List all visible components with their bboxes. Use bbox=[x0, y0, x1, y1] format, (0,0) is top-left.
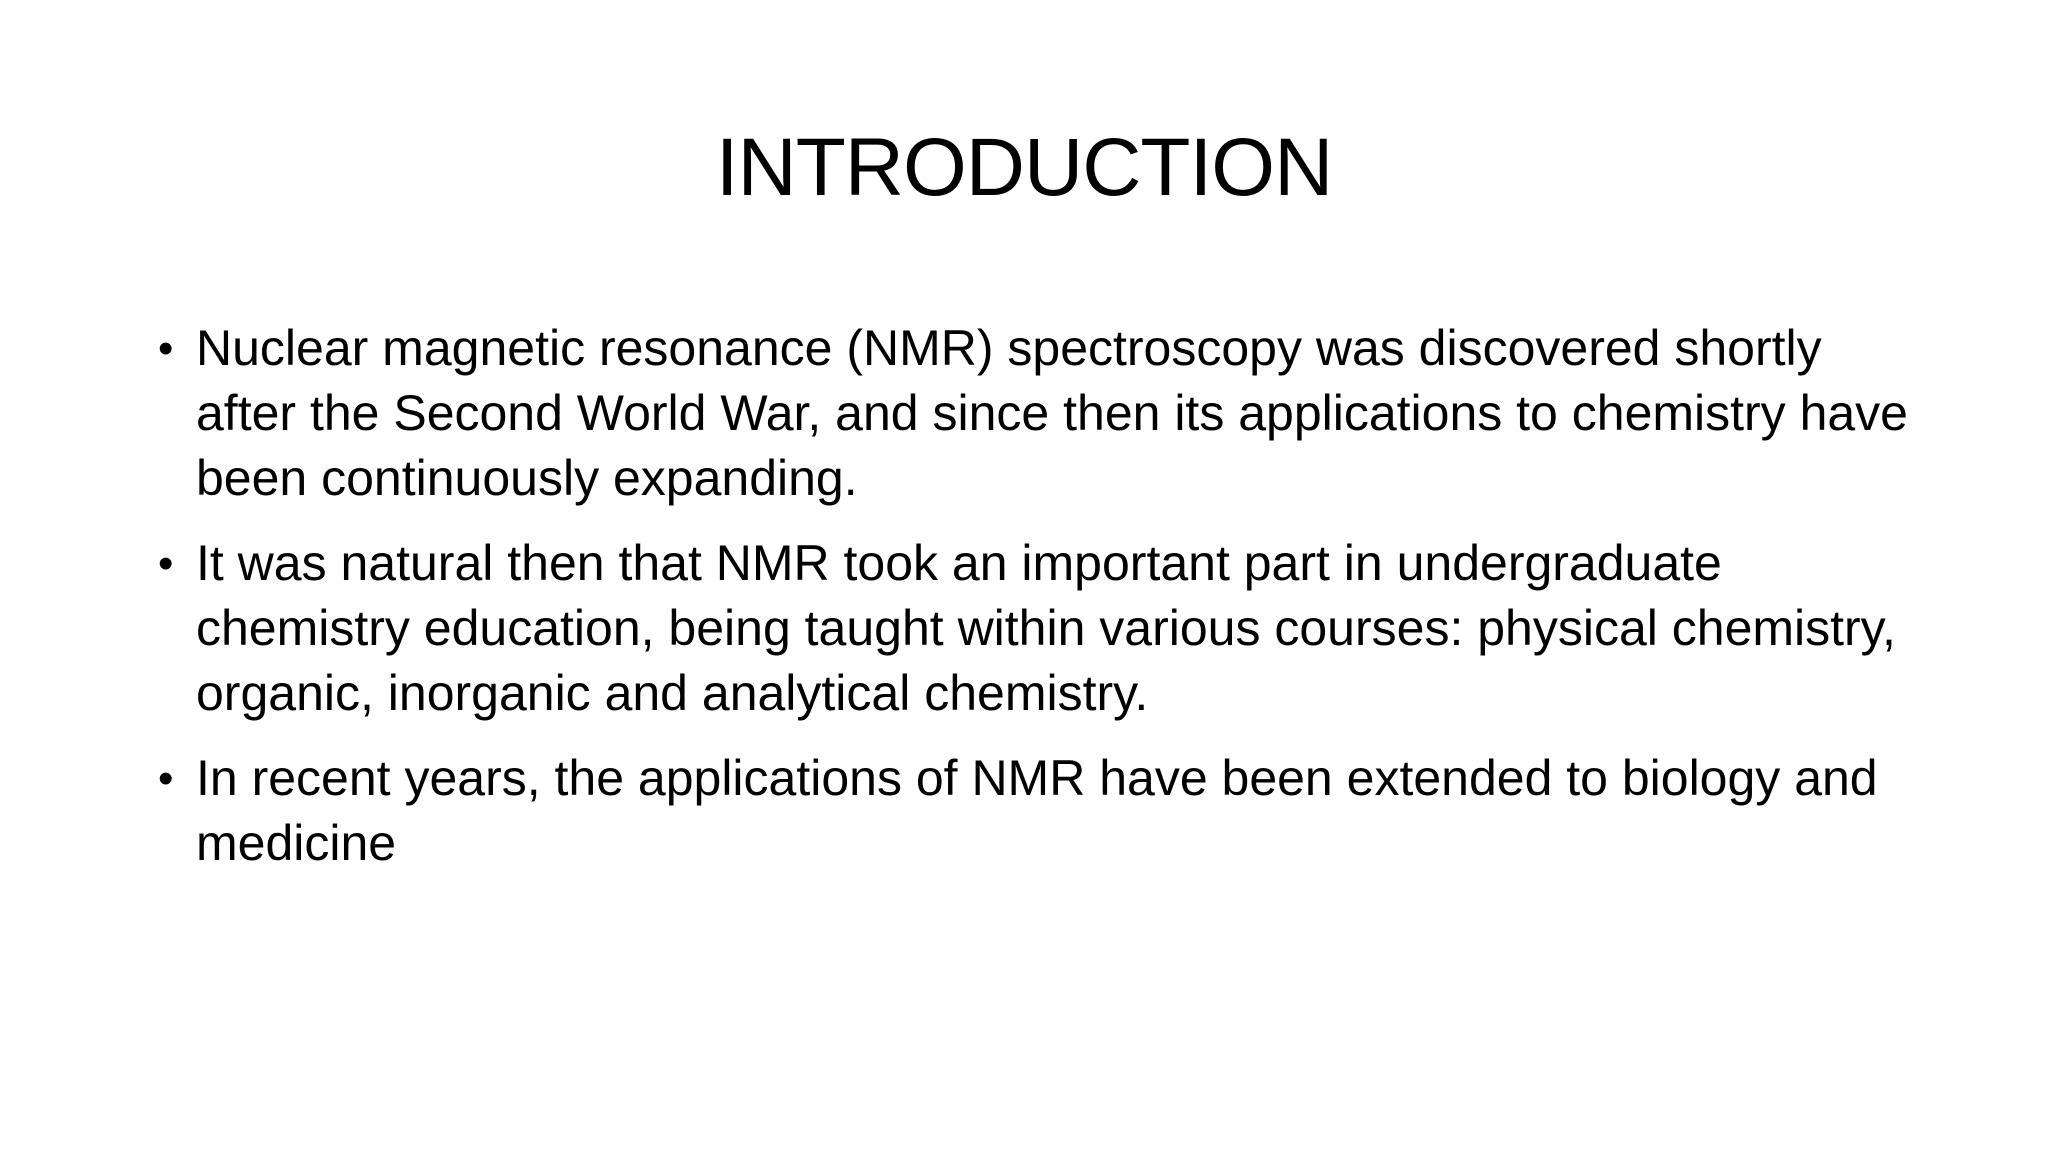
bullet-text: In recent years, the applications of NMR have been extended to biology and medicine bbox=[196, 750, 1878, 871]
bullet-list bbox=[158, 316, 1918, 896]
bullet-icon: • bbox=[158, 539, 174, 588]
bullet-icon: • bbox=[158, 324, 174, 373]
bullet-text: It was natural then that NMR took an important part in undergraduate chemistry education, being taught within various courses: physical chemistry, organic, inorganic and analytical chemistry. bbox=[196, 535, 1896, 721]
bullet-text: Nuclear magnetic resonance (NMR) spectroscopy was discovered shortly after the Second World War, and since then its applications to chemistry have been continuously expanding. bbox=[196, 320, 1908, 506]
bullet-icon: • bbox=[158, 754, 174, 803]
bullet-item bbox=[158, 531, 1918, 726]
bullet-item bbox=[158, 316, 1918, 511]
slide-title: INTRODUCTION bbox=[715, 122, 1333, 213]
bullet-item bbox=[158, 746, 1918, 876]
